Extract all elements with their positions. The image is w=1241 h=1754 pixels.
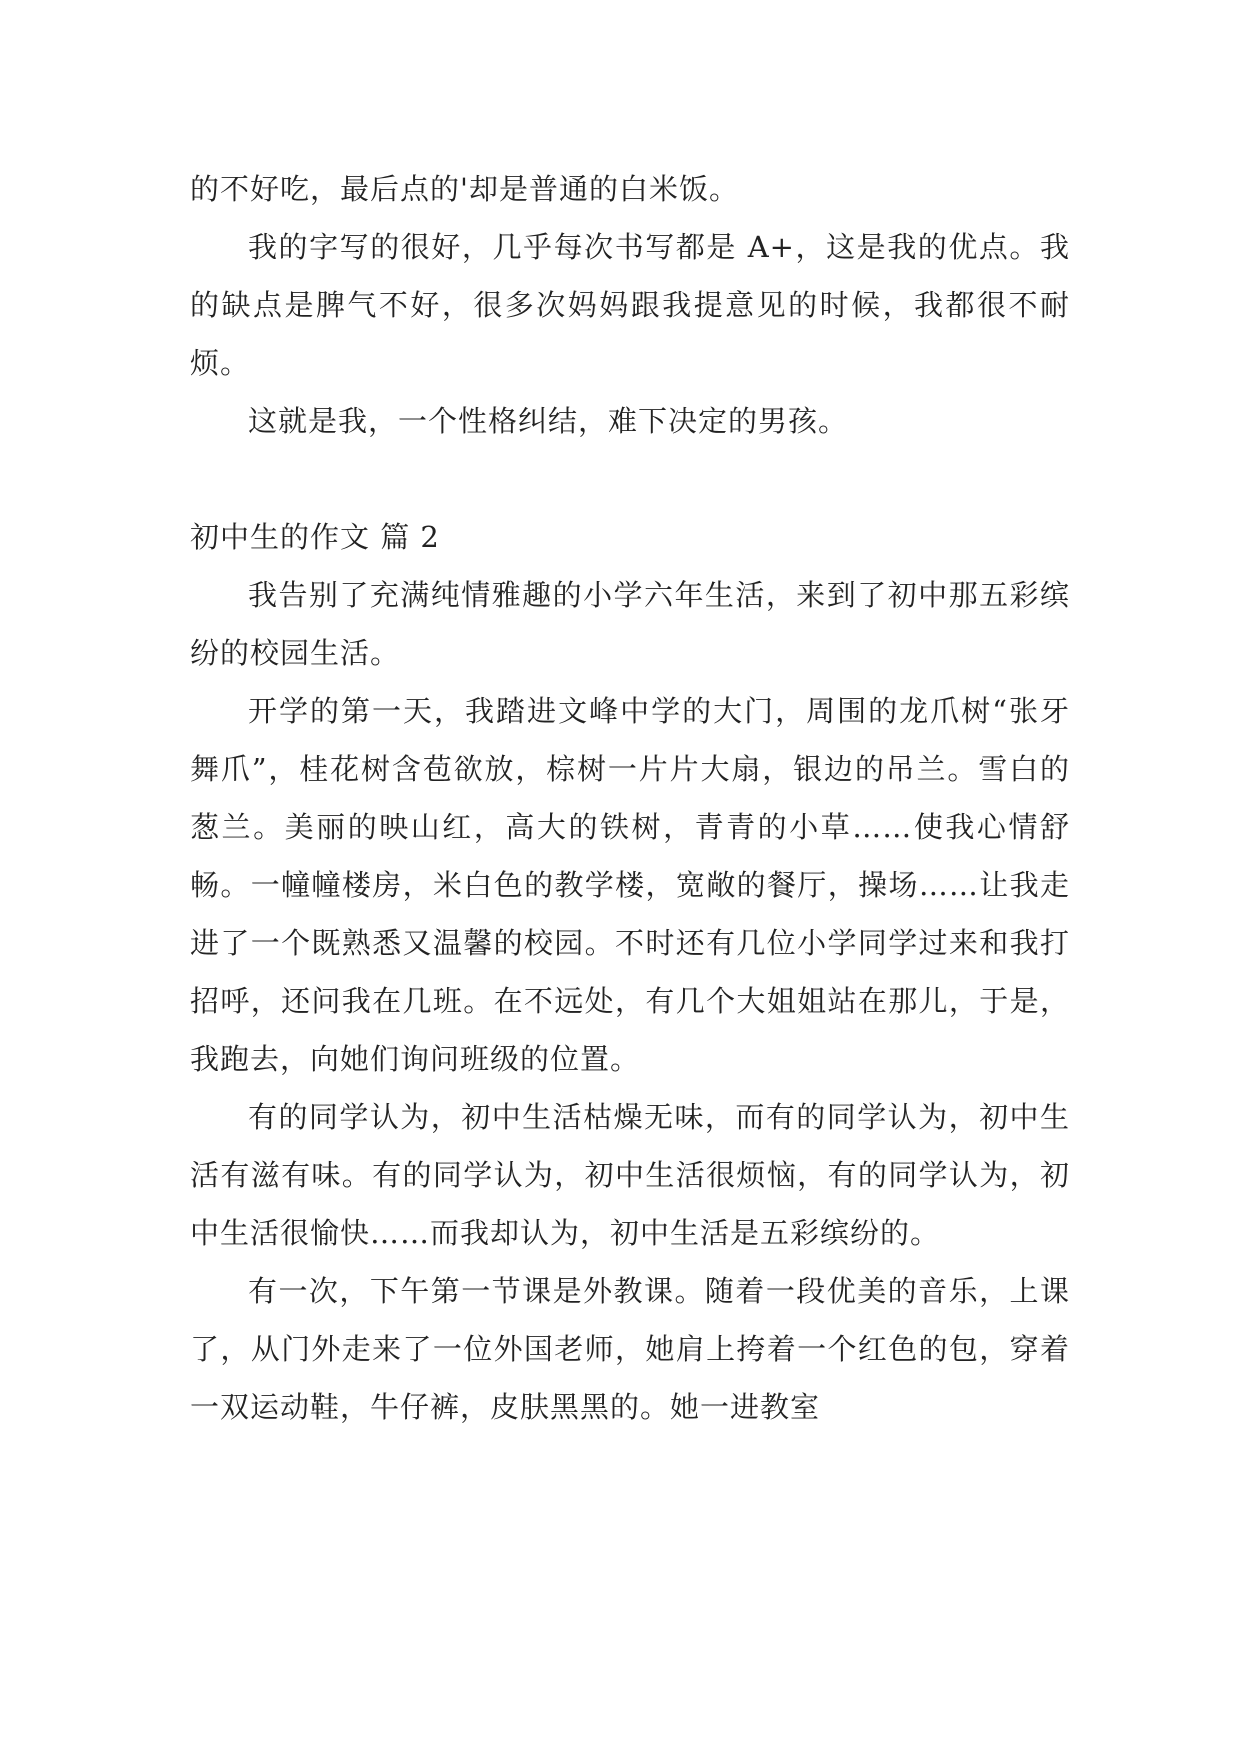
paragraph-foreign-teacher: 有一次，下午第一节课是外教课。随着一段优美的音乐，上课了，从门外走来了一位外国老师，她肩上挎着一个红色的包，穿着一双运动鞋，牛仔裤，皮肤黑黑的。她一进教室 [190,1274,1070,1424]
paragraph-opinions: 有的同学认为，初中生活枯燥无味，而有的同学认为，初中生活有滋有味。有的同学认为，初中生活很烦恼，有的同学认为，初中生活很愉快……而我却认为，初中生活是五彩缤纷的。 [190,1100,1070,1250]
document-body [190,160,1070,1436]
paragraph-strengths-weaknesses: 我的字写的很好，几乎每次书写都是 A+，这是我的优点。我的缺点是脾气不好，很多次妈妈跟我提意见的时候，我都很不耐烦。 [190,230,1070,380]
paragraph-conclusion: 这就是我，一个性格纠结，难下决定的男孩。 [248,404,849,438]
paragraph-intro: 我告别了充满纯情雅趣的小学六年生活，来到了初中那五彩缤纷的校园生活。 [190,578,1070,670]
paragraph-continuation: 的不好吃，最后点的'却是普通的白米饭。 [190,172,739,206]
paragraph-first-day: 开学的第一天，我踏进文峰中学的大门，周围的龙爪树“张牙舞爪”，桂花树含苞欲放，棕树一片片大扇，银边的吊兰。雪白的葱兰。美丽的映山红，高大的铁树，青青的小草……使我心情舒畅。一幢幢楼房，米白色的教学楼，宽敞的餐厅，操场……让我走进了一个既熟悉又温馨的校园。不时还有几位小学同学过来和我打招呼，还问我在几班。在不远处，有几个大姐姐站在那儿，于是，我跑去，向她们询问班级的位置。 [190,694,1070,1076]
section-heading: 初中生的作文 篇 2 [190,520,440,554]
